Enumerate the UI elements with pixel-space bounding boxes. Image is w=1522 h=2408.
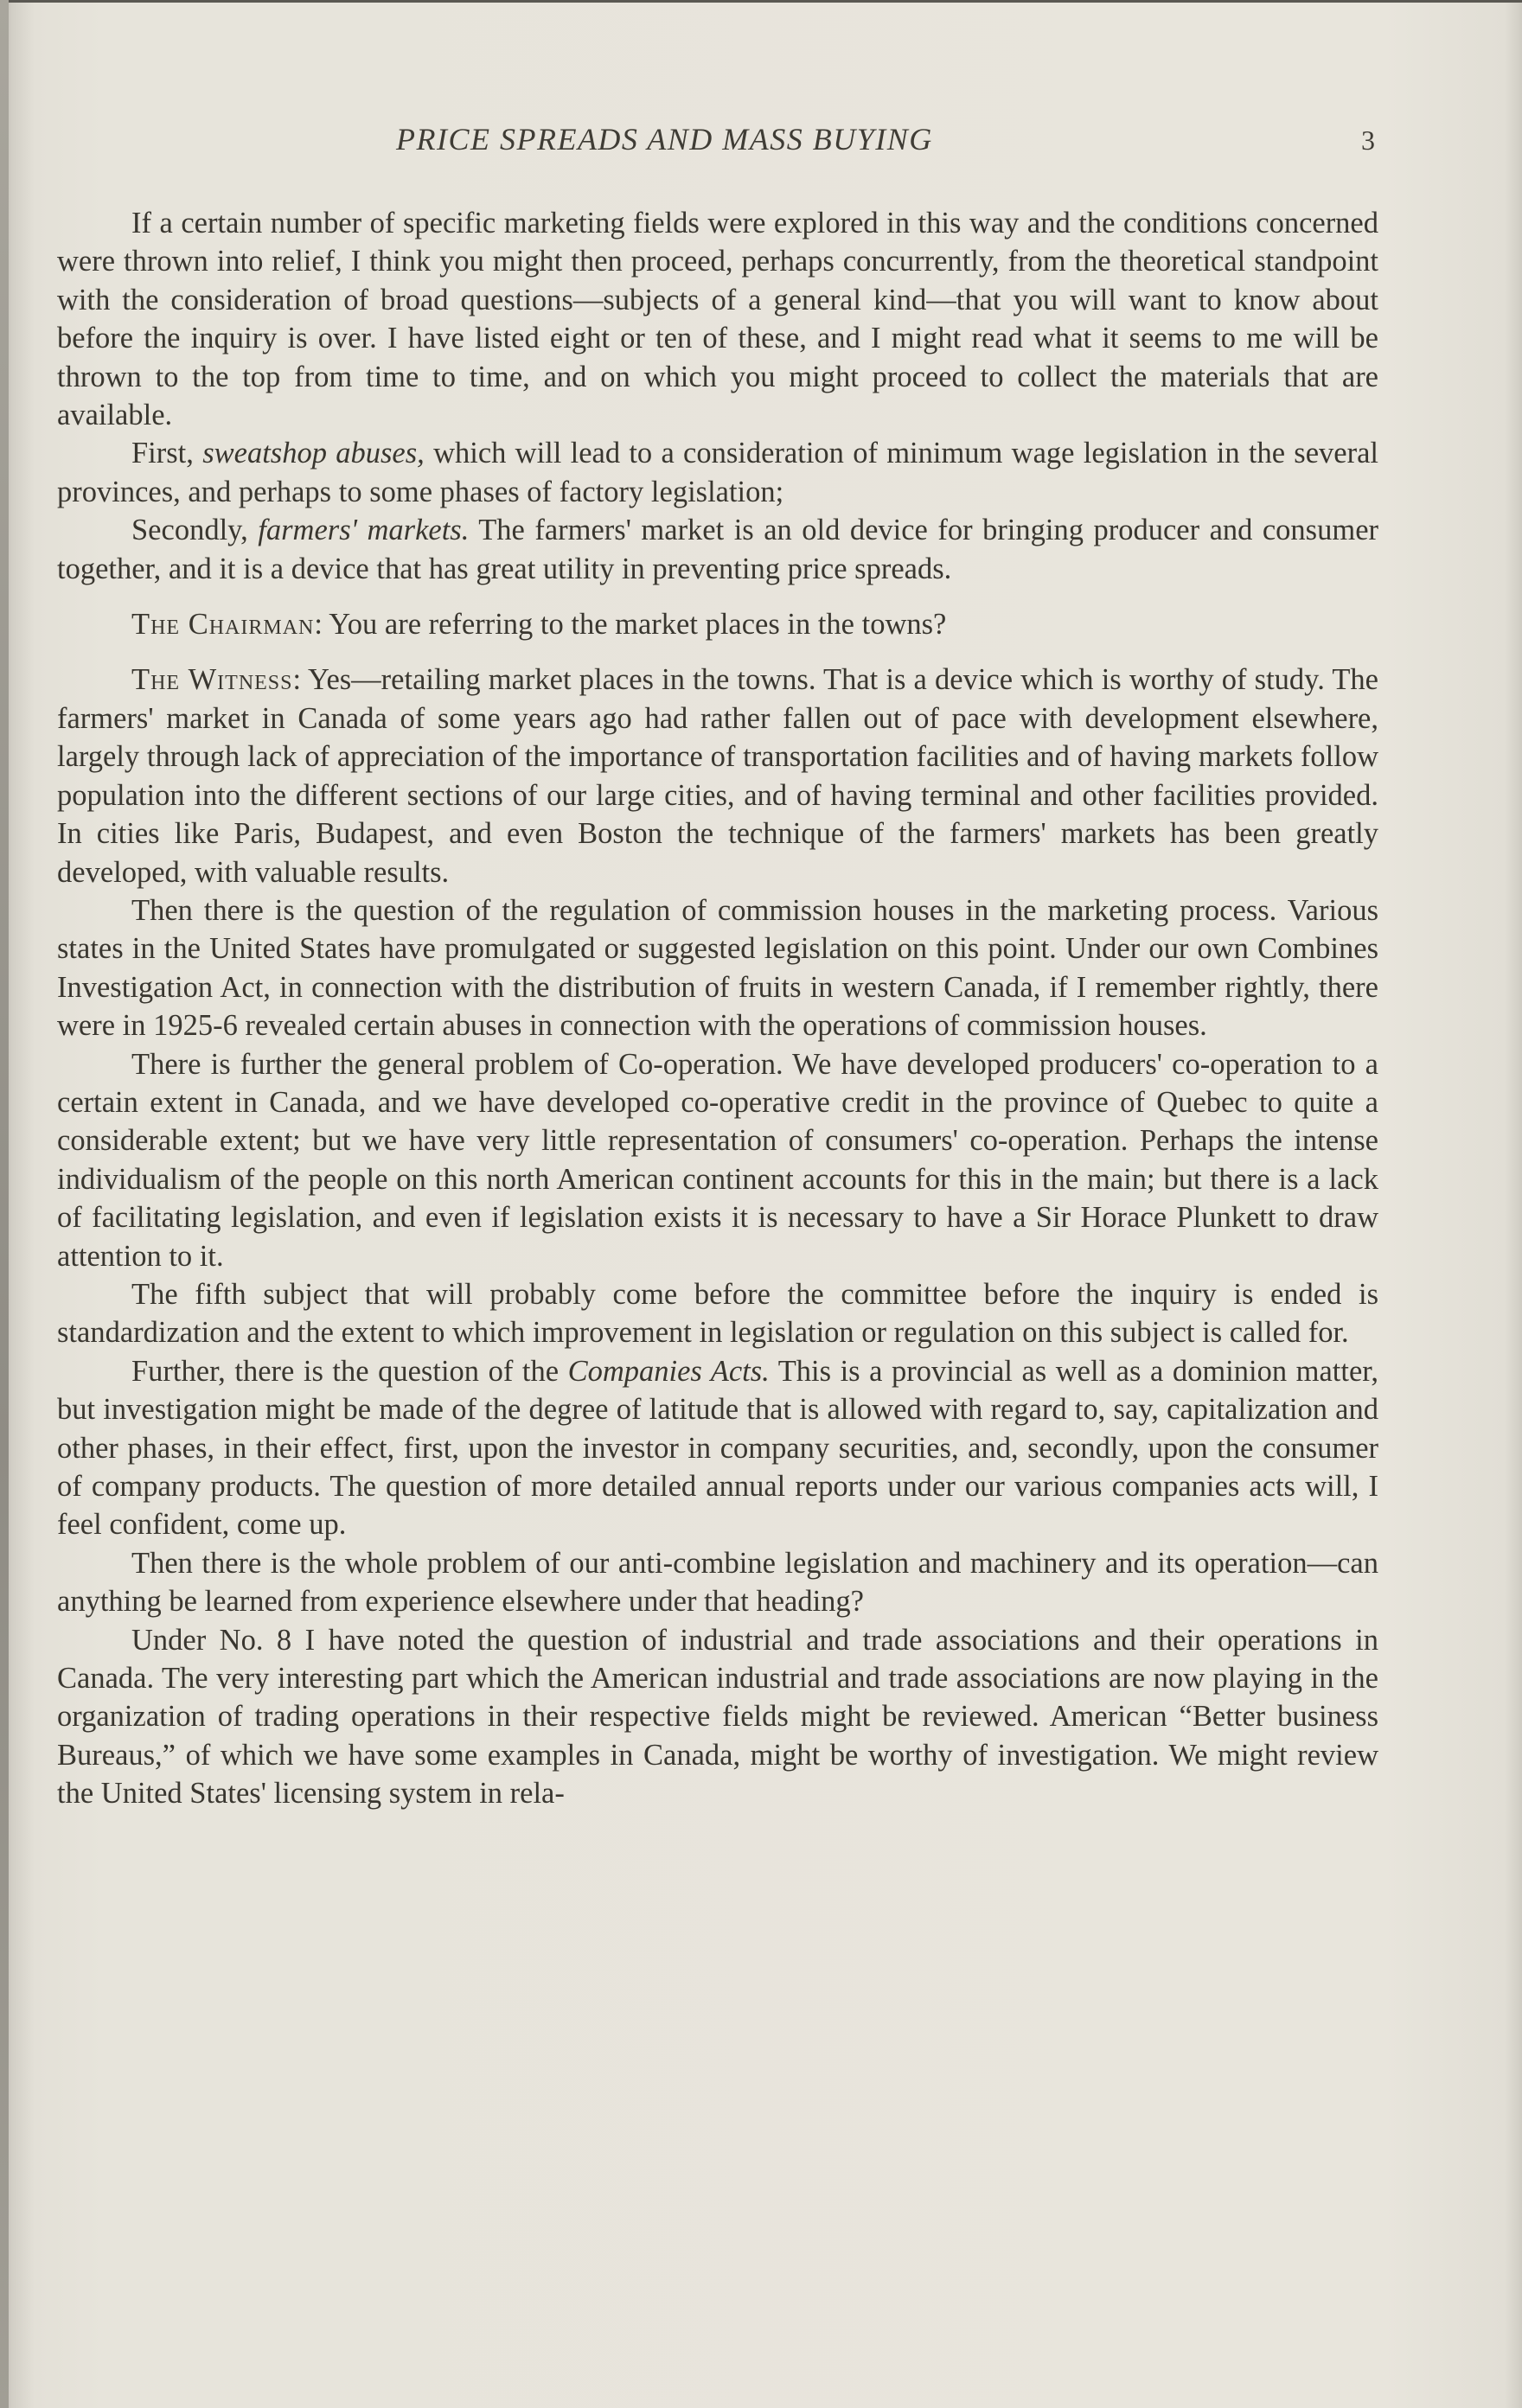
page-top-edge [0, 0, 1522, 3]
paragraph-chairman [57, 605, 1378, 643]
paragraph-text: Under No. 8 I have noted the question of industrial and trade associations and their operations in Canada. The very interesting part which the American industrial and trade associations are now playing in the organization of trading operations in their respective fields might be reviewed. American “Better business Bureaus,” of which we have some examples in Canada, might be worthy of investigation. We might review the United States' licensing system in rela- [57, 1623, 1378, 1811]
paragraph-text: Then there is the question of the regulation of commission houses in the marketing process. Various states in the United States have promulgated or suggested legislation on this point. Under our own Combines Investigation Act, in connection with the distribution of fruits in western Canada, if I remember rightly, there were in 1925-6 revealed certain abuses in connection with the operations of commission houses. [57, 893, 1378, 1043]
paragraph-text: There is further the general problem of Co-operation. We have developed producers' co-operation to a certain extent in Canada, and we have developed co-operative credit in the province of Quebec to quite a considerable extent; but we have very little representation of consumers' co-operation. Perhaps the intense individualism of the people on this north American continent accounts for this in the main; but there is a lack of facilitating legislation, and even if legislation exists it is necessary to have a Sir Horace Plunkett to draw attention to it. [57, 1047, 1378, 1273]
paragraph-text: Then there is the whole problem of our anti-combine legislation and machinery and its operation—can anything be learned from experience elsewhere under that heading? [57, 1546, 1378, 1619]
paragraph-sweatshop [57, 434, 1378, 511]
paragraph-text: This is a provincial as well as a dominion matter, but investigation might be made of the degree of latitude that is allowed with regard to, say, capitalization and other phases, in their effect, first, upon the investor in company securities, and, secondly, upon the consumer of company products. The question of more detailed annual reports under our various companies acts will, I feel confident, come up. [57, 1354, 1378, 1542]
italic-term: farmers' markets. [258, 514, 470, 547]
paragraph-trade-associations [57, 1621, 1378, 1813]
paragraph-cooperation [57, 1045, 1378, 1275]
paragraph-text: Further, there is the question of the [131, 1354, 568, 1388]
paragraph-text: The fifth subject that will probably come before the committee before the inquiry is ended is standardization and the extent to which improvement in legislation or regulation on this subject is called for. [57, 1277, 1378, 1350]
paragraph-farmers-markets [57, 511, 1378, 588]
paragraph-witness [57, 661, 1378, 891]
paragraph-companies-acts [57, 1352, 1378, 1544]
speaker-label: The Witness [131, 663, 293, 697]
paragraph-intro [57, 204, 1378, 434]
paragraph-text: The farmers' market is an old device for bringing producer and consumer together, and it is a device that has great utility in preventing price spreads. [57, 514, 1378, 585]
paragraph-commission-houses [57, 891, 1378, 1045]
paragraph-text: Secondly, [131, 514, 259, 547]
paragraph-text: : You are referring to the market places in the towns? [314, 608, 947, 642]
binding-spine [0, 0, 9, 2408]
italic-term: sweatshop abuses, [202, 437, 425, 470]
paragraph-anti-combine [57, 1544, 1378, 1621]
body-text [57, 204, 1378, 1813]
italic-term: Companies Acts. [567, 1354, 770, 1388]
paragraph-text: If a certain number of specific marketing fields were explored in this way and the conditions concerned were thrown into relief, I think you might then proceed, perhaps concurrently, from the theoretical standpoint with the consideration of broad questions—subjects of a general kind—that you will want to know about before the inquiry is over. I have listed eight or ten of these, and I might read what it seems to me will be thrown to the top from time to time, and on which you might proceed to collect the materials that are available. [57, 207, 1378, 432]
page-header [0, 121, 1522, 173]
paragraph-text: which will lead to a consideration of minimum wage legislation in the several provinces, and perhaps to some phases of factory legislation; [57, 437, 1378, 508]
running-title: PRICE SPREADS AND MASS BUYING [396, 122, 933, 156]
page-number: 3 [1361, 125, 1375, 156]
paragraph-standardization [57, 1275, 1378, 1352]
speaker-label: The Chairman [131, 608, 315, 642]
paragraph-text: : Yes—retailing market places in the towns. That is a device which is worthy of study. The farmers' market in Canada of some years ago had rather fallen out of pace with development elsewhere, largely through lack of appreciation of the importance of transportation facilities and of having markets follow population into the different sections of our large cities, and of having terminal and other facilities provided. In cities like Paris, Budapest, and even Boston the technique of the farmers' markets has been greatly developed, with valuable results. [57, 663, 1378, 889]
paragraph-text: First, [131, 437, 203, 470]
